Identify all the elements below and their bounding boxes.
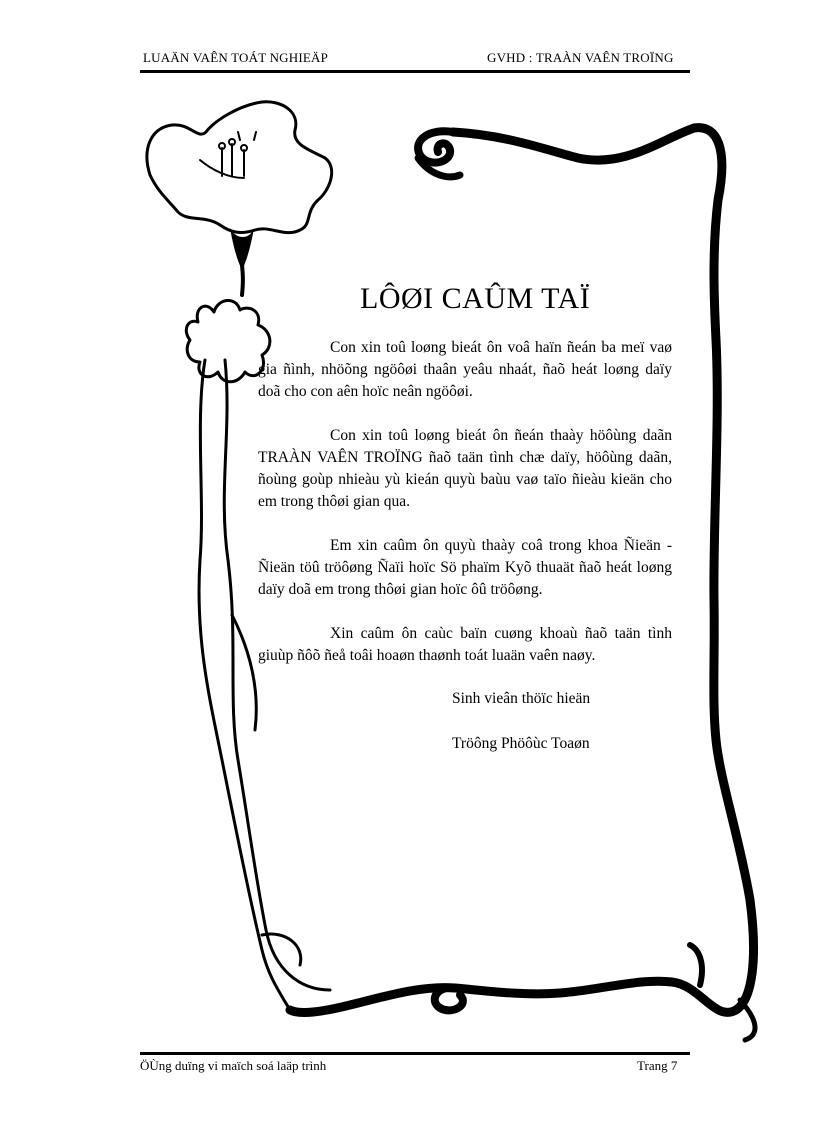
signature-role: Sinh vieân thöïc hieän: [452, 690, 591, 707]
header-right-text: GVHD : TRAÀN VAÊN TROÏNG: [487, 50, 674, 65]
flower-stem-tip: [230, 228, 254, 270]
paragraph-2: Con xin toû loøng bieát ôn ñeán thaày höôùng daãn TRAÀN VAÊN TROÏNG ñaõ taän tình chæ daïy, höôùng daãn, ñoùng goùp nhieàu yù kieán quyù baùu vaø taïo ñieàu kieän cho em trong thôøi gian qua.: [258, 427, 672, 510]
frame-curl-top: [418, 131, 453, 162]
header-left-text: LUAÄN VAÊN TOÁT NGHIEÄP: [143, 50, 329, 65]
paragraph-1: Con xin toû loøng bieát ôn voâ haïn ñeán ba meï vaø gia ñình, nhöõng ngöôøi thaân yeâu nhaát, ñaõ heát loøng daïy doã cho con aên hoïc neân ngöôøi.: [258, 339, 672, 400]
page-number: Trang 7: [637, 1058, 678, 1073]
paragraph-3: Em xin caûm ôn quyù thaày coâ trong khoa Ñieän - Ñieän töû tröôøng Ñaïi hoïc Sö phaïm Kyõ thuaät ñaõ heát loøng daïy doã em trong thôøi gian hoïc ôû tröôøng.: [258, 537, 672, 598]
flower-top: [147, 102, 332, 233]
footer-rule: [140, 1052, 690, 1055]
signature-name: Tröông Phöôùc Toaøn: [452, 735, 590, 752]
paragraph-4: Xin caûm ôn caùc baïn cuøng khoaù ñaõ taän tình giuùp ñôõ ñeå toâi hoaøn thaønh toát luaän vaên naøy.: [258, 625, 672, 664]
footer-left-text: ÖÙng duïng vi maïch soá laäp trình: [140, 1058, 327, 1073]
page-title: LÔØI CAÛM TAÏ: [360, 282, 591, 315]
body-text: [258, 337, 672, 689]
